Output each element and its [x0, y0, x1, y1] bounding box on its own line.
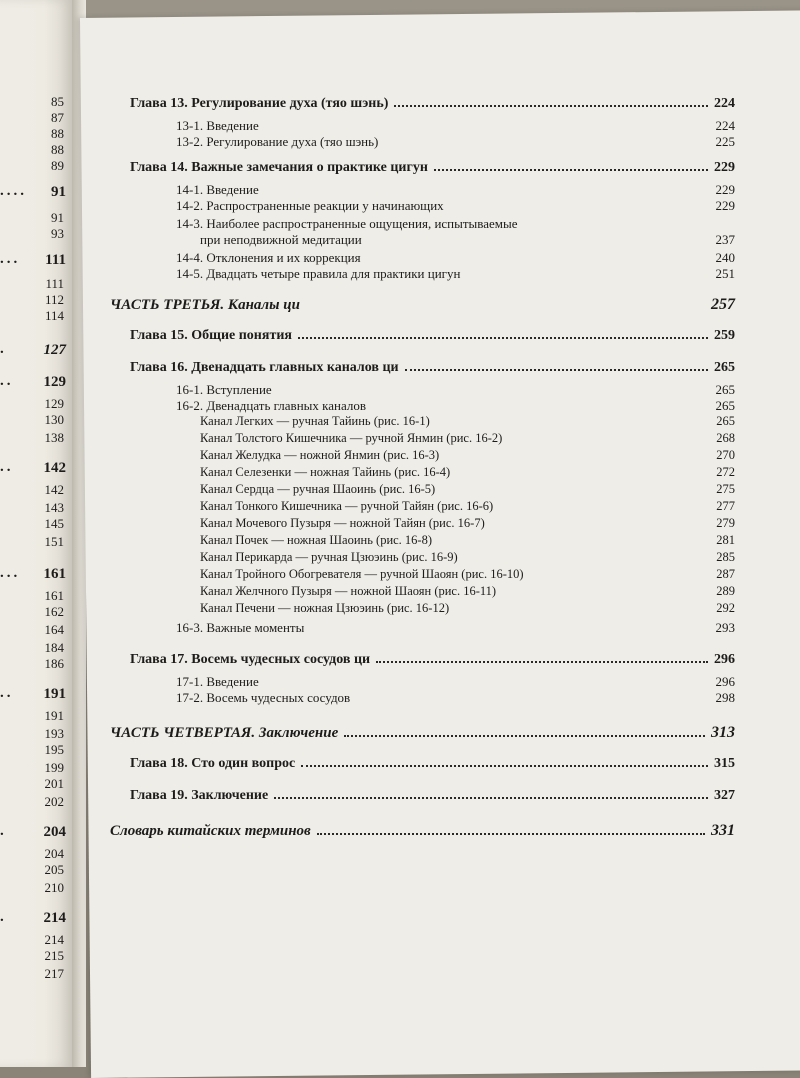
left-page-number: 210 [44, 880, 64, 895]
left-page-number: 145 [44, 516, 64, 531]
toc-item[interactable]: 16-1. Вступление 265 [176, 382, 735, 397]
toc-chapter-18[interactable]: Глава 18. Сто один вопрос 315 [130, 756, 735, 771]
toc-item[interactable]: 16-3. Важные моменты 293 [176, 620, 735, 635]
left-page-number: 142 [43, 460, 66, 476]
toc-channel[interactable]: Канал Тонкого Кишечника — ручной Тайян (рис. 16-6) 277 [200, 499, 735, 513]
toc-channel[interactable]: Канал Легких — ручная Тайинь (рис. 16-1) 265 [200, 414, 735, 428]
left-page-number: 199 [44, 760, 64, 775]
toc-item[interactable]: 13-2. Регулирование духа (тяо шэнь) 225 [176, 134, 735, 149]
left-page-number: 215 [44, 948, 64, 963]
left-page-number: 184 [44, 640, 64, 655]
left-page-number: 130 [44, 412, 64, 427]
left-page-number: 143 [44, 500, 64, 515]
toc-item[interactable]: 14-5. Двадцать четыре правила для практики цигун 251 [176, 266, 735, 281]
toc-item[interactable]: 14-3. Наиболее распространенные ощущения, испытываемые при неподвижной медитации 237 [176, 216, 735, 247]
left-page-number: 127 [43, 342, 66, 358]
toc-channel[interactable]: Канал Селезенки — ножная Тайинь (рис. 16-4) 272 [200, 465, 735, 479]
left-page-number: 138 [44, 430, 64, 445]
toc-chapter-19[interactable]: Глава 19. Заключение 327 [130, 788, 735, 803]
left-page-number: 214 [44, 932, 64, 947]
left-page-number: 162 [44, 604, 64, 619]
left-page-number: 161 [43, 566, 66, 582]
left-page-number: 91 [51, 210, 64, 225]
toc-chapter-13[interactable]: Глава 13. Регулирование духа (тяо шэнь) 224 [130, 96, 735, 111]
left-page-number: 91 [51, 184, 66, 200]
left-page-number: 114 [44, 308, 64, 323]
toc-channel[interactable]: Канал Тройного Обогревателя — ручной Шаоян (рис. 16-10) 287 [200, 567, 735, 581]
toc-part-4[interactable]: ЧАСТЬ ЧЕТВЕРТАЯ. Заключение 313 [110, 724, 735, 741]
left-page-number: 161 [44, 588, 64, 603]
left-page-number: 204 [43, 824, 66, 840]
toc-channel[interactable]: Канал Желудка — ножной Янмин (рис. 16-3) 270 [200, 448, 735, 462]
left-page-number: 93 [51, 226, 64, 241]
left-page-number: 214 [43, 910, 66, 926]
left-page-number: 202 [44, 794, 64, 809]
left-page-number: 111 [45, 252, 66, 268]
toc-channel[interactable]: Канал Перикарда — ручная Цзюэинь (рис. 16-9) 285 [200, 550, 735, 564]
left-page-number: 142 [44, 482, 64, 497]
toc-item[interactable]: 16-2. Двенадцать главных каналов 265 [176, 398, 735, 413]
left-page-number: 195 [44, 742, 64, 757]
toc-item[interactable]: 14-2. Распространенные реакции у начинающих 229 [176, 198, 735, 213]
left-page-number: 186 [44, 656, 64, 671]
toc-channel[interactable]: Канал Сердца — ручная Шаоинь (рис. 16-5) 275 [200, 482, 735, 496]
toc-item[interactable]: 13-1. Введение 224 [176, 118, 735, 133]
left-page-number: 88 [51, 126, 64, 141]
toc-channel[interactable]: Канал Толстого Кишечника — ручной Янмин (рис. 16-2) 268 [200, 431, 735, 445]
left-page-number: 201 [44, 776, 64, 791]
left-page-number: 164 [44, 622, 64, 637]
toc-channel[interactable]: Канал Печени — ножная Цзюэинь (рис. 16-12) 292 [200, 601, 735, 615]
toc-item[interactable]: 17-1. Введение 296 [176, 674, 735, 689]
toc-channel[interactable]: Канал Почек — ножная Шаоинь (рис. 16-8) 281 [200, 533, 735, 547]
toc-chapter-15[interactable]: Глава 15. Общие понятия 259 [130, 328, 735, 343]
left-page-number: 89 [51, 158, 64, 173]
toc-chapter-16[interactable]: Глава 16. Двенадцать главных каналов ци 265 [130, 360, 735, 375]
toc-glossary[interactable]: Словарь китайских терминов 331 [110, 822, 735, 839]
left-page-number: 112 [44, 292, 64, 307]
toc-channel[interactable]: Канал Желчного Пузыря — ножной Шаоян (рис. 16-11) 289 [200, 584, 735, 598]
left-page-number: 191 [43, 686, 66, 702]
left-page-number: 191 [44, 708, 64, 723]
toc-item[interactable]: 14-4. Отклонения и их коррекция 240 [176, 250, 735, 265]
left-page-number: 129 [43, 374, 66, 390]
left-page-number: 88 [51, 142, 64, 157]
toc-chapter-14[interactable]: Глава 14. Важные замечания о практике цигун 229 [130, 160, 735, 175]
left-page-number: 204 [44, 846, 64, 861]
left-page-number: 129 [44, 396, 64, 411]
left-page-number: 85 [51, 94, 64, 109]
toc-chapter-17[interactable]: Глава 17. Восемь чудесных сосудов ци 296 [130, 652, 735, 667]
left-page-number: 205 [44, 862, 64, 877]
toc-channel[interactable]: Канал Мочевого Пузыря — ножной Тайян (рис. 16-7) 279 [200, 516, 735, 530]
left-page-number: 87 [51, 110, 64, 125]
toc-item[interactable]: 17-2. Восемь чудесных сосудов 298 [176, 690, 735, 705]
left-page-number: 151 [44, 534, 64, 549]
left-page-number: 193 [44, 726, 64, 741]
toc-item[interactable]: 14-1. Введение 229 [176, 182, 735, 197]
toc-part-3[interactable]: ЧАСТЬ ТРЕТЬЯ. Каналы ци 257 [110, 296, 735, 313]
left-page-number: 217 [44, 966, 64, 981]
left-page-number: 111 [45, 276, 64, 291]
